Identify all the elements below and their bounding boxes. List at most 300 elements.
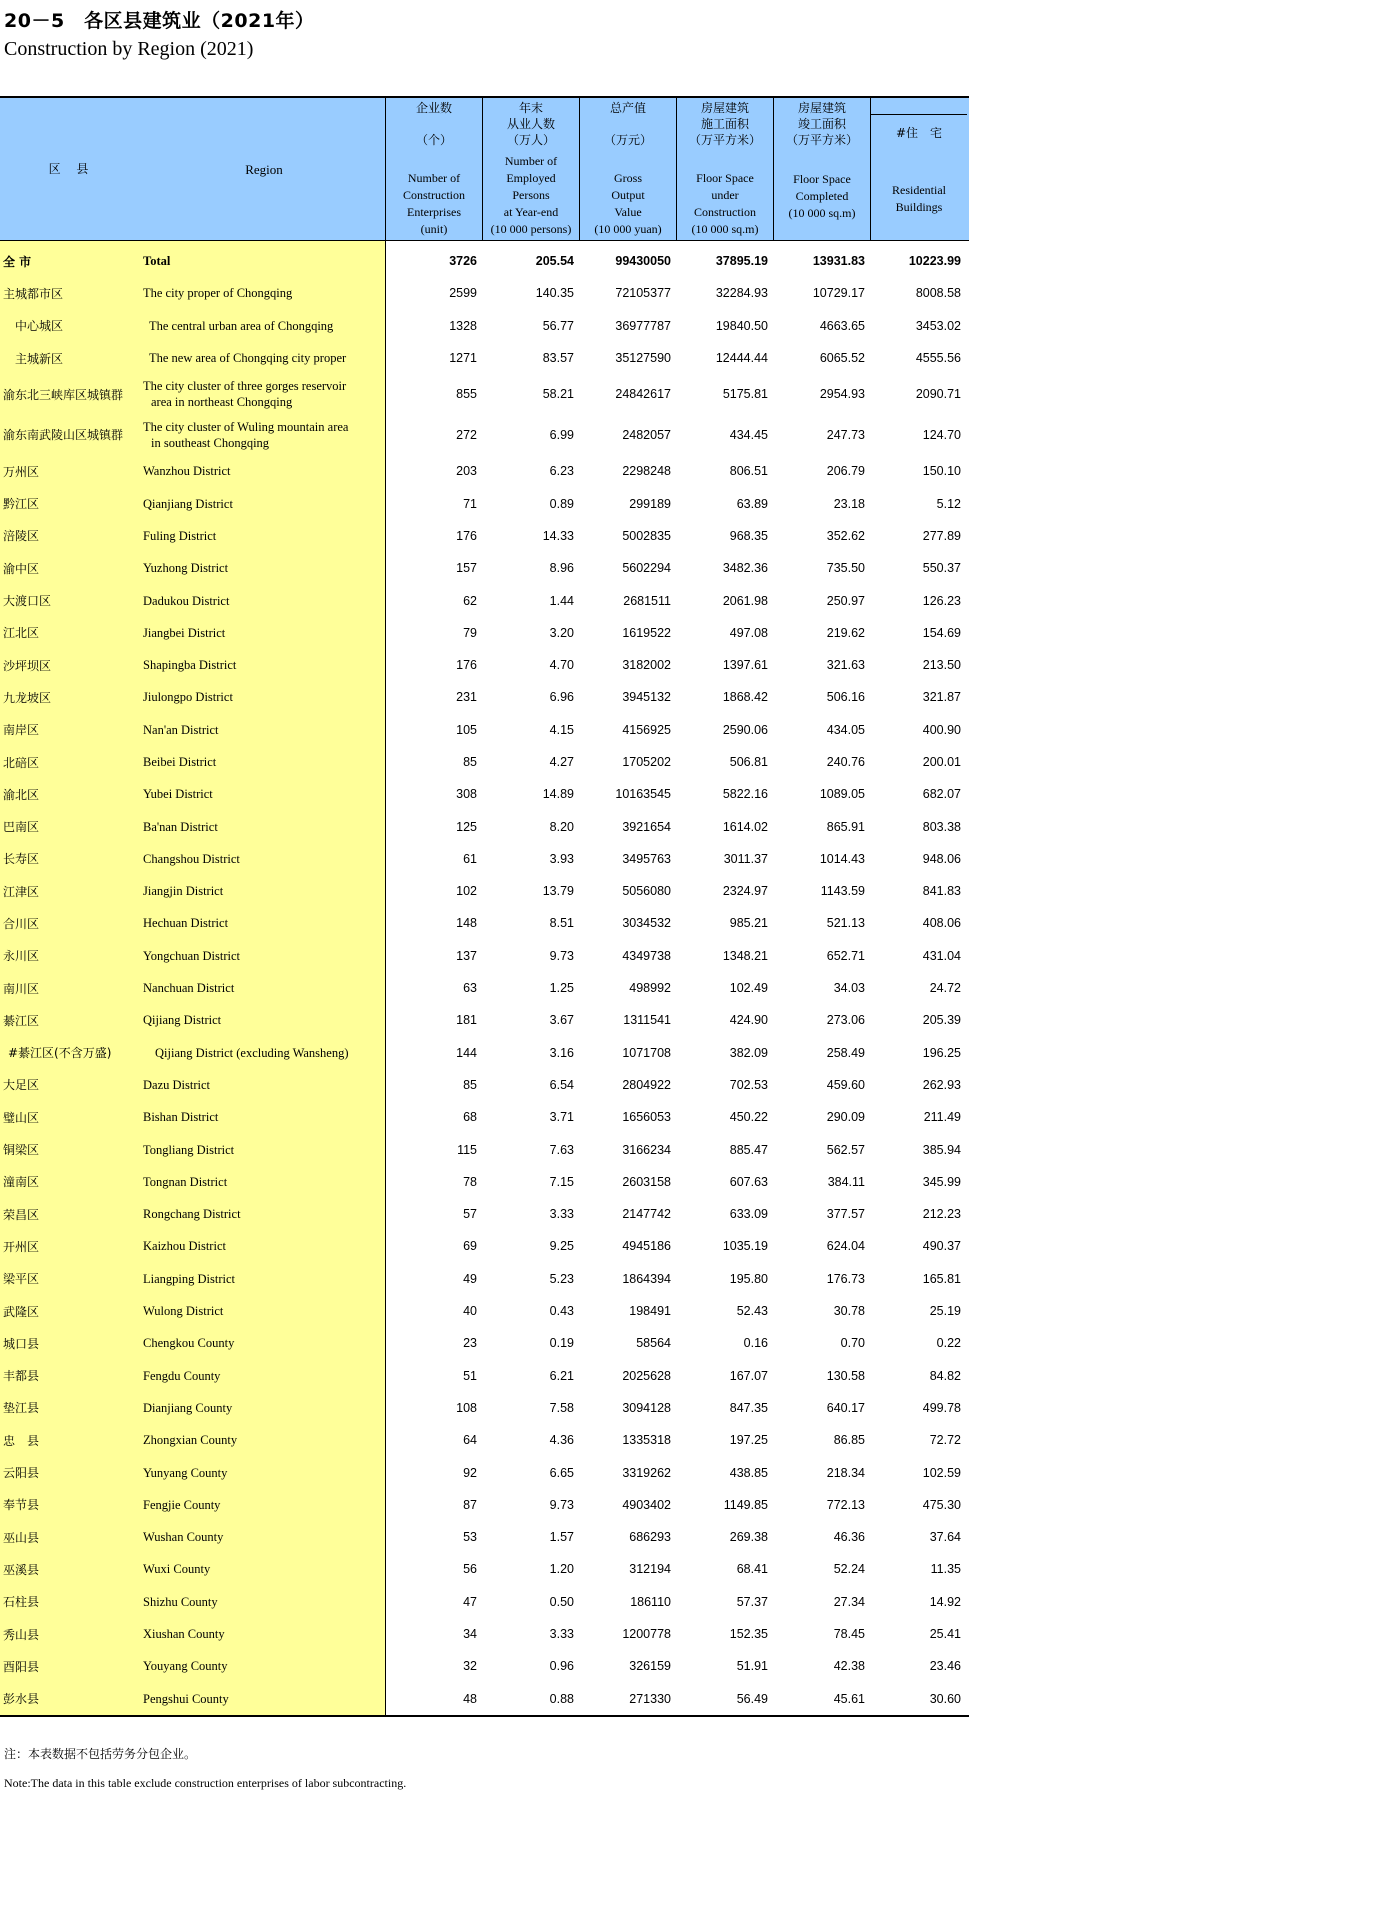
table-cell: 5.12 bbox=[936, 496, 961, 511]
table-cell: 3.71 bbox=[549, 1110, 574, 1125]
region-name-en: Rongchang District bbox=[143, 1207, 241, 1222]
table-row-values bbox=[386, 1230, 969, 1262]
region-name-cn: 綦江区 bbox=[3, 1013, 40, 1028]
header-col-employed: 年末 从业人数 （万人） Number of Employed Persons at Year-end (10 000 persons) bbox=[483, 98, 580, 240]
table-cell: 506.16 bbox=[826, 690, 865, 705]
region-name-en: Tongnan District bbox=[143, 1174, 228, 1189]
table-row bbox=[0, 1133, 385, 1165]
table-cell: 1200778 bbox=[622, 1627, 671, 1642]
table-cell: 47 bbox=[463, 1594, 477, 1609]
region-name-cn: 主城都市区 bbox=[3, 286, 64, 301]
table-cell: 247.73 bbox=[826, 427, 865, 442]
table-cell: 506.81 bbox=[729, 755, 768, 769]
region-name-cn: 垫江县 bbox=[3, 1401, 40, 1416]
region-name-en: Shizhu County bbox=[143, 1594, 218, 1609]
table-row bbox=[0, 1456, 385, 1488]
table-cell: 321.87 bbox=[922, 690, 961, 705]
table-cell: 51 bbox=[463, 1368, 477, 1383]
table-cell: 290.09 bbox=[826, 1110, 865, 1125]
region-name-cn: 渝东南武陵山区城镇群 bbox=[3, 428, 124, 443]
table-cell: 140.35 bbox=[535, 286, 574, 301]
table-cell: 240.76 bbox=[826, 755, 865, 769]
table-row bbox=[0, 1586, 385, 1618]
table-cell: 847.35 bbox=[729, 1400, 768, 1415]
table-cell: 212.23 bbox=[922, 1207, 961, 1222]
table-row bbox=[0, 1424, 385, 1456]
region-name-en: Yunyang County bbox=[143, 1465, 228, 1480]
table-cell: 1311541 bbox=[623, 1013, 671, 1028]
table-cell: 87 bbox=[463, 1497, 477, 1512]
region-name-cn: 合川区 bbox=[3, 916, 40, 931]
table-row-values bbox=[386, 1489, 969, 1521]
region-name-en: Kaizhou District bbox=[143, 1239, 226, 1254]
region-name-cn: 永川区 bbox=[3, 949, 40, 964]
table-row bbox=[0, 310, 385, 342]
table-cell: 269.38 bbox=[729, 1530, 768, 1545]
table-cell: 14.33 bbox=[542, 528, 574, 543]
table-row-values bbox=[386, 714, 969, 746]
table-cell: 3921654 bbox=[622, 819, 671, 834]
region-name-cn: 渝东北三峡库区城镇群 bbox=[3, 387, 124, 402]
region-name-cn: 潼南区 bbox=[3, 1175, 40, 1190]
table-cell: 985.21 bbox=[729, 916, 768, 931]
table-cell: 624.04 bbox=[826, 1239, 865, 1254]
table-cell: 0.16 bbox=[743, 1336, 768, 1351]
table-row bbox=[0, 972, 385, 1004]
table-cell: 450.22 bbox=[729, 1110, 768, 1125]
region-name-en: The city proper of Chongqing bbox=[143, 286, 293, 301]
table-cell: 102.49 bbox=[729, 981, 768, 996]
table-cell: 4156925 bbox=[622, 722, 671, 737]
table-cell: 4349738 bbox=[622, 948, 671, 963]
table-row bbox=[0, 1327, 385, 1359]
table-row bbox=[0, 649, 385, 681]
table-row-values bbox=[386, 1553, 969, 1585]
table-row bbox=[0, 875, 385, 907]
region-name-en: Jiangbei District bbox=[143, 625, 226, 640]
table-row-values bbox=[386, 342, 969, 374]
region-name-cn: 铜梁区 bbox=[3, 1143, 40, 1158]
region-name-en: Qianjiang District bbox=[143, 496, 233, 511]
table-row-values bbox=[386, 1618, 969, 1650]
table-cell: 2061.98 bbox=[722, 593, 768, 608]
table-cell: 1656053 bbox=[622, 1110, 671, 1125]
table-row-values bbox=[386, 649, 969, 681]
table-cell: 69 bbox=[463, 1239, 477, 1254]
table-row-values bbox=[386, 455, 969, 487]
table-cell: 51.91 bbox=[736, 1659, 768, 1674]
table-cell: 948.06 bbox=[922, 851, 961, 866]
table-body bbox=[0, 241, 969, 1715]
table-row-values bbox=[386, 810, 969, 842]
region-name-cn: 武隆区 bbox=[3, 1304, 40, 1319]
table-cell: 271330 bbox=[629, 1691, 671, 1706]
table-cell: 272 bbox=[456, 427, 477, 442]
table-cell: 1089.05 bbox=[819, 787, 865, 802]
table-cell: 5.23 bbox=[549, 1271, 574, 1286]
table-cell: 841.83 bbox=[922, 884, 961, 899]
table-cell: 640.17 bbox=[826, 1400, 865, 1415]
table-cell: 57.37 bbox=[736, 1594, 768, 1609]
table-cell: 384.11 bbox=[827, 1174, 865, 1189]
table-cell: 24.72 bbox=[929, 981, 961, 996]
region-name-cn: 江北区 bbox=[3, 626, 40, 641]
table-row bbox=[0, 1521, 385, 1553]
header-col-enterprises: 企业数 （个） Number of Construction Enterprises (unit) bbox=[386, 98, 483, 240]
table-row bbox=[0, 1230, 385, 1262]
table-cell: 3.33 bbox=[549, 1627, 574, 1642]
table-row-values bbox=[386, 1586, 969, 1618]
region-name-cn: 梁平区 bbox=[3, 1272, 40, 1287]
table-cell: 13.79 bbox=[542, 884, 574, 899]
table-cell: 521.13 bbox=[826, 916, 865, 931]
region-name-cn: 丰都县 bbox=[3, 1369, 40, 1384]
table-cell: 434.05 bbox=[826, 722, 865, 737]
table-cell: 206.79 bbox=[826, 464, 865, 479]
table-cell: 431.04 bbox=[922, 948, 961, 963]
table-cell: 61 bbox=[463, 851, 477, 866]
region-name-cn: 涪陵区 bbox=[3, 529, 40, 544]
table-cell: 52.43 bbox=[736, 1304, 768, 1319]
table-cell: 1.44 bbox=[549, 593, 574, 608]
region-name-en: Fengjie County bbox=[143, 1497, 221, 1512]
table-cell: 34 bbox=[463, 1627, 477, 1642]
table-cell: 211.49 bbox=[923, 1110, 961, 1125]
region-name-en: Dianjiang County bbox=[143, 1400, 233, 1415]
table-cell: 607.63 bbox=[729, 1174, 768, 1189]
region-name-en: Ba'nan District bbox=[143, 819, 218, 834]
region-name-en: The new area of Chongqing city proper bbox=[149, 351, 347, 366]
table-row-values bbox=[386, 875, 969, 907]
table-cell: 124.70 bbox=[922, 427, 961, 442]
table-cell: 24842617 bbox=[615, 387, 671, 402]
table-cell: 497.08 bbox=[729, 625, 768, 640]
table-cell: 8.20 bbox=[549, 819, 574, 834]
table-cell: 2482057 bbox=[622, 427, 671, 442]
table-cell: 52.24 bbox=[833, 1562, 865, 1577]
table-row-values bbox=[386, 907, 969, 939]
table-cell: 71 bbox=[463, 496, 477, 511]
table-cell: 176 bbox=[456, 528, 477, 543]
table-row-values bbox=[386, 746, 969, 778]
region-name-cn: 万州区 bbox=[3, 464, 40, 479]
region-name-cn: 彭水县 bbox=[3, 1692, 40, 1707]
table-cell: 855 bbox=[456, 387, 477, 402]
region-name-en: Fuling District bbox=[143, 528, 217, 543]
region-name-cn: 荣昌区 bbox=[3, 1207, 40, 1222]
region-name-en: Beibei District bbox=[143, 755, 217, 769]
header-col-residential: #住 宅 Residential Buildings bbox=[871, 98, 967, 240]
table-cell: 6.54 bbox=[549, 1077, 574, 1092]
page-title-cn: 20－5 各区县建筑业（2021年） bbox=[4, 10, 315, 32]
table-row-values bbox=[386, 487, 969, 519]
table-cell: 83.57 bbox=[542, 351, 574, 366]
table-row-values bbox=[386, 1263, 969, 1295]
table-cell: 105 bbox=[456, 722, 477, 737]
table-cell: 562.57 bbox=[826, 1142, 865, 1157]
table-cell: 3726 bbox=[449, 254, 477, 269]
table-cell: 157 bbox=[456, 561, 477, 576]
region-name-en: Shapingba District bbox=[143, 658, 237, 673]
table-cell: 62 bbox=[463, 593, 477, 608]
table-row bbox=[0, 1198, 385, 1230]
table-cell: 3453.02 bbox=[915, 318, 961, 333]
table-cell: 72105377 bbox=[615, 286, 671, 301]
table-row bbox=[0, 714, 385, 746]
region-name-en: Zhongxian County bbox=[143, 1433, 238, 1448]
table-cell: 7.63 bbox=[549, 1142, 574, 1157]
header-region-cn: 区 县 bbox=[48, 161, 95, 176]
table-cell: 1149.85 bbox=[723, 1497, 768, 1512]
table-cell: 14.89 bbox=[542, 787, 574, 802]
table-cell: 10163545 bbox=[615, 787, 671, 802]
table-cell: 1143.59 bbox=[820, 884, 865, 899]
table-cell: 14.92 bbox=[929, 1594, 961, 1609]
table-cell: 1014.43 bbox=[819, 851, 865, 866]
table-cell: 57 bbox=[463, 1207, 477, 1222]
table-row bbox=[0, 277, 385, 309]
table-cell: 308 bbox=[456, 787, 477, 802]
table-cell: 10729.17 bbox=[812, 286, 865, 301]
table-cell: 2147742 bbox=[622, 1207, 671, 1222]
table-cell: 150.10 bbox=[922, 464, 961, 479]
region-name-en-line1: The city cluster of Wuling mountain area bbox=[143, 419, 349, 434]
table-row-values bbox=[386, 1456, 969, 1488]
region-name-cn: 云阳县 bbox=[3, 1466, 40, 1481]
table-cell: 25.19 bbox=[929, 1304, 961, 1319]
table-cell: 6.99 bbox=[549, 427, 574, 442]
table-row-values bbox=[386, 972, 969, 1004]
table-cell: 108 bbox=[456, 1400, 477, 1415]
table-cell: 4903402 bbox=[622, 1497, 671, 1512]
table-cell: 4.36 bbox=[549, 1433, 574, 1448]
table-cell: 499.78 bbox=[922, 1400, 961, 1415]
region-name-en: Tongliang District bbox=[143, 1142, 235, 1157]
region-labels bbox=[0, 241, 386, 1715]
table-cell: 1348.21 bbox=[722, 948, 768, 963]
table-cell: 5822.16 bbox=[722, 787, 768, 802]
table-cell: 1.20 bbox=[549, 1562, 574, 1577]
construction-table bbox=[0, 96, 969, 1717]
table-cell: 23 bbox=[463, 1336, 477, 1351]
region-name-en: Fengdu County bbox=[143, 1368, 221, 1383]
table-row-values bbox=[386, 778, 969, 810]
table-cell: 10223.99 bbox=[908, 254, 961, 269]
table-cell: 197.25 bbox=[729, 1433, 768, 1448]
table-cell: 2681511 bbox=[623, 593, 671, 608]
table-row-values bbox=[386, 245, 969, 277]
region-name-cn: 全 市 bbox=[3, 254, 32, 269]
header-region-en: Region bbox=[245, 161, 283, 177]
table-cell: 68 bbox=[463, 1110, 477, 1125]
table-cell: 498992 bbox=[629, 981, 671, 996]
table-cell: 1.25 bbox=[549, 981, 574, 996]
table-cell: 1868.42 bbox=[722, 690, 768, 705]
table-cell: 6.21 bbox=[549, 1368, 574, 1383]
region-name-en: Jiangjin District bbox=[143, 884, 224, 899]
table-cell: 2590.06 bbox=[722, 722, 768, 737]
region-name-cn: 忠 县 bbox=[3, 1433, 40, 1448]
table-cell: 3.16 bbox=[549, 1045, 574, 1060]
region-name-en: Wulong District bbox=[143, 1304, 224, 1319]
table-row bbox=[0, 487, 385, 519]
table-cell: 85 bbox=[463, 1077, 477, 1092]
table-cell: 3945132 bbox=[622, 690, 671, 705]
table-cell: 250.97 bbox=[826, 593, 865, 608]
table-cell: 299189 bbox=[629, 496, 671, 511]
table-cell: 5602294 bbox=[622, 561, 671, 576]
table-cell: 176.73 bbox=[826, 1271, 865, 1286]
region-name-en: Dadukou District bbox=[143, 593, 230, 608]
region-name-en bbox=[143, 378, 385, 410]
header-col-floor-completed: 房屋建筑 竣工面积 （万平方米） Floor Space Completed (10 000 sq.m) bbox=[774, 98, 871, 240]
table-cell: 126.23 bbox=[922, 593, 961, 608]
table-cell: 4.15 bbox=[549, 722, 574, 737]
table-row-values bbox=[386, 940, 969, 972]
region-name-en: Bishan District bbox=[143, 1110, 219, 1125]
table-cell: 9.25 bbox=[549, 1239, 574, 1254]
table-cell: 36977787 bbox=[615, 318, 671, 333]
table-cell: 45.61 bbox=[833, 1691, 865, 1706]
table-cell: 735.50 bbox=[826, 561, 865, 576]
table-cell: 0.88 bbox=[549, 1691, 574, 1706]
table-row bbox=[0, 1553, 385, 1585]
region-name-en: Hechuan District bbox=[143, 916, 229, 931]
note-en: Note:The data in this table exclude construction enterprises of labor subcontracting. bbox=[4, 1776, 407, 1790]
table-cell: 258.49 bbox=[826, 1045, 865, 1060]
region-name-en: The central urban area of Chongqing bbox=[149, 318, 334, 333]
region-name-en: Wanzhou District bbox=[143, 464, 231, 479]
region-name-cn: 江津区 bbox=[3, 884, 40, 899]
region-name-cn: 沙坪坝区 bbox=[3, 658, 52, 673]
table-row bbox=[0, 681, 385, 713]
table-row-values bbox=[386, 310, 969, 342]
table-cell: 19840.50 bbox=[715, 318, 768, 333]
table-cell: 345.99 bbox=[922, 1174, 961, 1189]
table-row-values bbox=[386, 1295, 969, 1327]
table-row-values bbox=[386, 681, 969, 713]
region-name-en: Yongchuan District bbox=[143, 948, 240, 963]
table-cell: 27.34 bbox=[833, 1594, 865, 1609]
table-cell: 49 bbox=[463, 1271, 477, 1286]
table-cell: 3011.37 bbox=[723, 851, 768, 866]
table-cell: 5056080 bbox=[622, 884, 671, 899]
table-cell: 167.07 bbox=[729, 1368, 768, 1383]
table-row-values bbox=[386, 843, 969, 875]
table-cell: 385.94 bbox=[922, 1142, 961, 1157]
table-row-values bbox=[386, 520, 969, 552]
table-cell: 25.41 bbox=[929, 1627, 961, 1642]
table-cell: 434.45 bbox=[729, 427, 768, 442]
table-cell: 0.50 bbox=[549, 1594, 574, 1609]
table-cell: 84.82 bbox=[929, 1368, 961, 1383]
table-cell: 196.25 bbox=[922, 1045, 961, 1060]
table-cell: 0.43 bbox=[549, 1304, 574, 1319]
region-name-en: Yuzhong District bbox=[143, 561, 229, 576]
table-row bbox=[0, 1166, 385, 1198]
table-cell: 8008.58 bbox=[915, 286, 961, 301]
table-cell: 8.96 bbox=[549, 561, 574, 576]
region-name-en: Nan'an District bbox=[143, 722, 219, 737]
table-cell: 0.96 bbox=[549, 1659, 574, 1674]
table-cell: 1614.02 bbox=[722, 819, 768, 834]
region-name-en: Changshou District bbox=[143, 851, 240, 866]
table-row-values bbox=[386, 1004, 969, 1036]
table-header bbox=[0, 98, 969, 241]
table-cell: 490.37 bbox=[922, 1239, 961, 1254]
table-row-values bbox=[386, 1682, 969, 1714]
table-cell: 3182002 bbox=[622, 658, 671, 673]
table-cell: 3034532 bbox=[622, 916, 671, 931]
table-cell: 3166234 bbox=[622, 1142, 671, 1157]
table-row bbox=[0, 455, 385, 487]
table-row bbox=[0, 1650, 385, 1682]
region-name-cn: 秀山县 bbox=[3, 1627, 40, 1642]
table-cell: 32284.93 bbox=[715, 286, 768, 301]
table-cell: 92 bbox=[463, 1465, 477, 1480]
table-row bbox=[0, 617, 385, 649]
table-row-values bbox=[386, 277, 969, 309]
table-cell: 2324.97 bbox=[722, 884, 768, 899]
table-row bbox=[0, 843, 385, 875]
table-row-values bbox=[386, 1101, 969, 1133]
table-cell: 273.06 bbox=[826, 1013, 865, 1028]
table-row bbox=[0, 1263, 385, 1295]
table-cell: 1071708 bbox=[622, 1045, 671, 1060]
region-name-cn: 渝中区 bbox=[3, 561, 40, 576]
table-row-values bbox=[386, 1424, 969, 1456]
table-cell: 46.36 bbox=[833, 1530, 865, 1545]
table-cell: 321.63 bbox=[826, 658, 865, 673]
table-cell: 9.73 bbox=[549, 948, 574, 963]
table-cell: 213.50 bbox=[922, 658, 961, 673]
table-cell: 165.81 bbox=[922, 1271, 961, 1286]
table-cell: 12444.44 bbox=[715, 351, 768, 366]
region-name-en: Jiulongpo District bbox=[143, 690, 233, 705]
table-cell: 2090.71 bbox=[915, 387, 961, 402]
table-cell: 550.37 bbox=[922, 561, 961, 576]
table-row bbox=[0, 940, 385, 972]
table-cell: 262.93 bbox=[922, 1077, 961, 1092]
table-cell: 4.70 bbox=[549, 658, 574, 673]
table-cell: 3319262 bbox=[622, 1465, 671, 1480]
table-row bbox=[0, 907, 385, 939]
table-cell: 64 bbox=[463, 1433, 477, 1448]
table-row bbox=[0, 1360, 385, 1392]
header-region bbox=[0, 98, 386, 240]
region-name-cn: 城口县 bbox=[3, 1336, 40, 1351]
table-cell: 186110 bbox=[630, 1594, 671, 1609]
table-row-values bbox=[386, 1392, 969, 1424]
table-row bbox=[0, 1618, 385, 1650]
table-cell: 1035.19 bbox=[722, 1239, 768, 1254]
table-cell: 102 bbox=[456, 884, 477, 899]
table-cell: 56.77 bbox=[542, 318, 574, 333]
table-cell: 0.19 bbox=[549, 1336, 574, 1351]
table-cell: 2804922 bbox=[622, 1077, 671, 1092]
table-cell: 125 bbox=[456, 819, 477, 834]
region-name-en: Nanchuan District bbox=[143, 981, 235, 996]
table-cell: 34.03 bbox=[833, 981, 865, 996]
table-cell: 3.93 bbox=[549, 851, 574, 866]
table-row-values bbox=[386, 1650, 969, 1682]
table-cell: 23.18 bbox=[833, 496, 865, 511]
table-cell: 30.78 bbox=[833, 1304, 865, 1319]
region-name-cn: #綦江区(不含万盛) bbox=[8, 1046, 112, 1061]
table-cell: 6.23 bbox=[549, 464, 574, 479]
table-cell: 176 bbox=[456, 658, 477, 673]
region-name-en: Xiushan County bbox=[143, 1627, 225, 1642]
